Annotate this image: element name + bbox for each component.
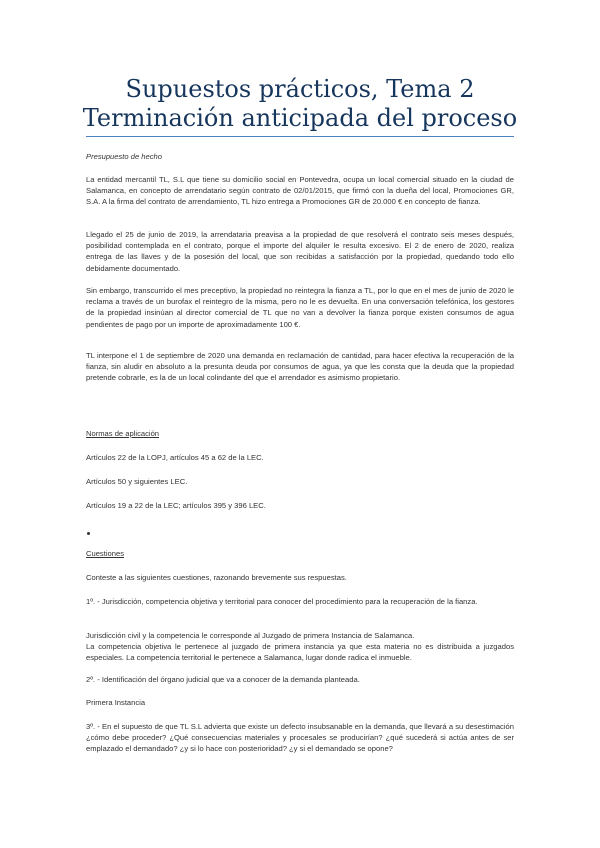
title-underline (86, 136, 514, 137)
answer-1-line-2: La competencia objetiva le pertenece al juzgado de primera instancia ya que esta materia no es distribuida a juzgados especiales. La competencia territorial le pertenece a Salamanca, lugar donde radica el inmueble. (86, 642, 514, 663)
norma-item-1: Artículos 22 de la LOPJ, artículos 45 a 62 de la LEC. (86, 453, 264, 462)
paragraph-1: La entidad mercantil TL, S.L que tiene su domicilio social en Pontevedra, ocupa un local comercial situado en la ciudad de Salamanca, en concepto de arrendatario según contrato de 02/01/2015, que firmó con la dueña del local, Promociones GR, S.A. A la firma del contrato de arrendamiento, TL hizo entrega a Promociones GR de 20.000 € en concepto de fianza. (86, 175, 514, 207)
presupuesto-heading: Presupuesto de hecho (86, 152, 162, 161)
paragraph-3: Sin embargo, transcurrido el mes preceptivo, la propiedad no reintegra la fianza a TL, por lo que en el mes de junio de 2020 le reclama a través de un burofax el reintegro de la misma, pero no le es devuelta. En una conversación telefónica, los gestores de la propiedad insinúan al director comercial de TL que no van a devolver la fianza porque existen consumos de agua pendientes de pago por un importe de aproximadamente 100 €. (86, 286, 514, 329)
paragraph-4: TL interpone el 1 de septiembre de 2020 una demanda en reclamación de cantidad, para hacer efectiva la recuperación de la fianza, sin aludir en absoluto a la presunta deuda por consumos de agua, ya que les consta que la deuda que la propiedad pretende cobrarle, es la de un local colindante del que el arrendador es asimismo propietario. (86, 351, 514, 383)
question-2: 2º. - Identificación del órgano judicial que va a conocer de la demanda planteada. (86, 675, 360, 684)
answer-1-line-1: Jurisdicción civil y la competencia le corresponde al Juzgado de primera Instancia de Salamanca. (86, 631, 415, 640)
norma-item-3: Artículos 19 a 22 de la LEC; artículos 395 y 396 LEC. (86, 501, 266, 510)
question-1: 1º. - Jurisdicción, competencia objetiva y territorial para conocer del procedimiento para la recuperación de la fianza. (86, 597, 478, 606)
cuestiones-intro: Conteste a las siguientes cuestiones, razonando brevemente sus respuestas. (86, 573, 347, 582)
paragraph-2: Llegado el 25 de junio de 2019, la arrendataria preavisa a la propiedad de que resolverá el contrato seis meses después, posibilidad contemplada en el contrato, porque el importe del alquiler le resulta excesivo. El 2 de enero de 2020, realiza entrega de las llaves y de la posesión del local, que son recibidas a satisfacción por la propiedad, quedando todo ello debidamente documentado. (86, 230, 514, 273)
page-title-line-2: Terminación anticipada del proceso (82, 104, 518, 132)
normas-heading: Normas de aplicación (86, 429, 160, 438)
answer-2: Primera Instancia (86, 698, 146, 707)
cuestiones-heading: Cuestiones (86, 549, 124, 558)
norma-item-2: Artículos 50 y siguientes LEC. (86, 477, 188, 486)
question-3: 3º. - En el supuesto de que TL S.L advierta que existe un defecto insubsanable en la demanda, que llevará a su desestimación ¿cómo debe proceder? ¿Qué consecuencias materiales y procesales se producirían? ¿qué sucederá si actúa antes de ser emplazado el demandado? ¿y si lo hace con posterioridad? ¿y si el demandado se opone? (86, 722, 514, 754)
page-title-line-1: Supuestos prácticos, Tema 2 (125, 75, 475, 103)
bullet-dot (87, 532, 90, 535)
